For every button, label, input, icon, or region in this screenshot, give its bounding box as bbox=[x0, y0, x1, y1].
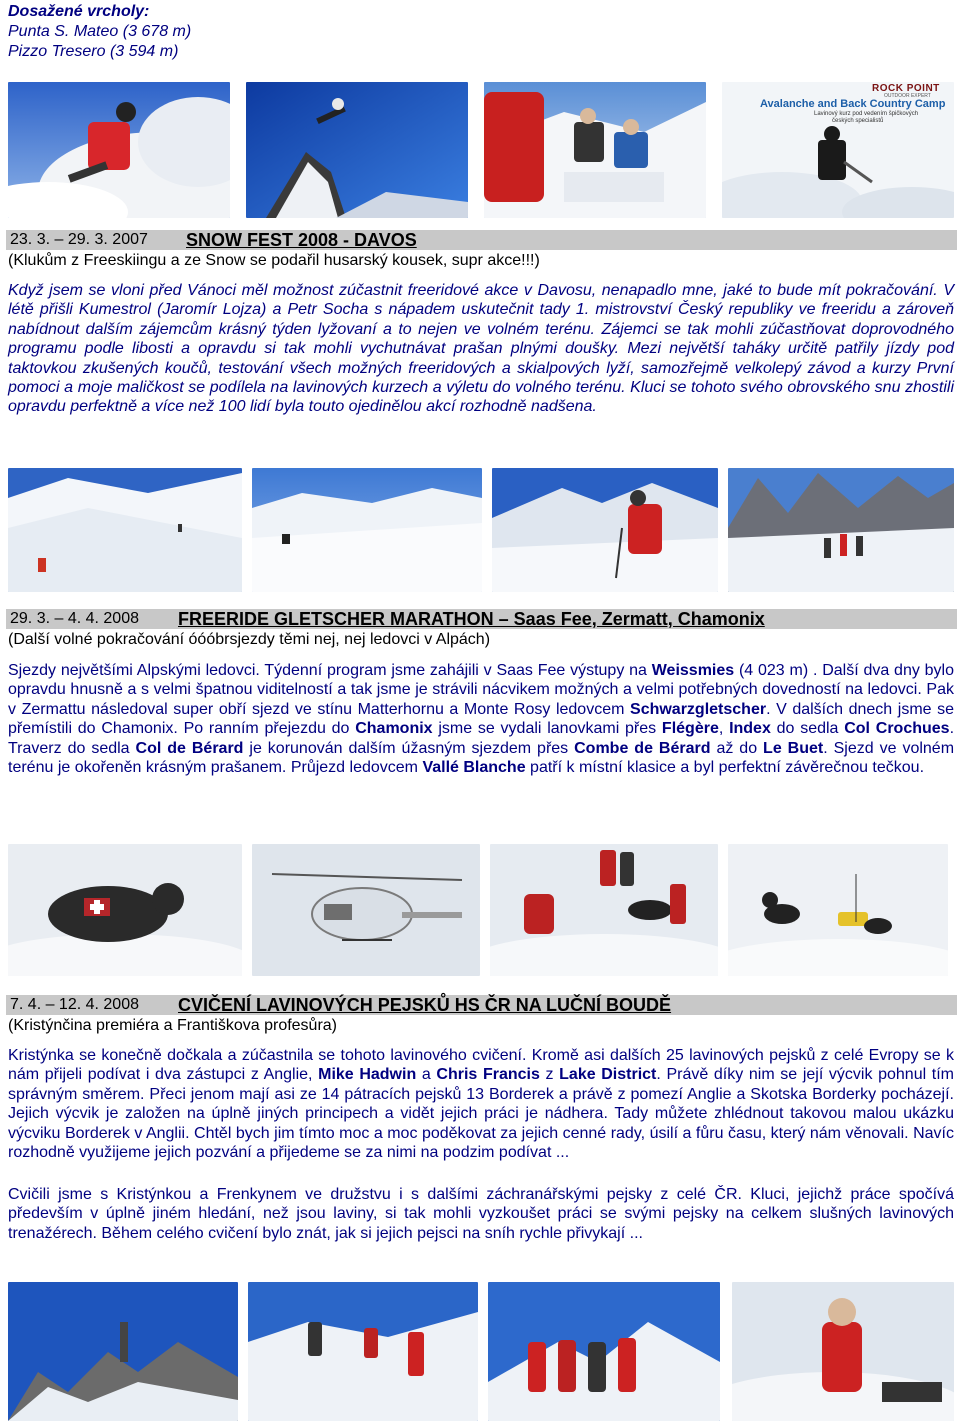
peak-item: Punta S. Mateo (3 678 m) bbox=[8, 23, 192, 40]
logo-brand-sub: OUTDOOR EXPERT bbox=[884, 93, 931, 99]
text-run: a bbox=[416, 1066, 437, 1084]
rockpoint-logo bbox=[760, 85, 955, 125]
bold-term: Mike Hadwin bbox=[318, 1066, 417, 1084]
bold-term: Lake District bbox=[559, 1066, 657, 1084]
bold-term: Flégère bbox=[661, 720, 719, 738]
text-run: . Traverz do sedla bbox=[8, 720, 955, 757]
section-subtitle: (Kristýnčina premiéra a Františkova profesůra) bbox=[8, 1017, 338, 1034]
bold-term: Combe de Bérard bbox=[574, 739, 711, 757]
section-title: CVIČENÍ LAVINOVÝCH PEJSKŮ HS ČR NA LUČNÍ BOUDĚ bbox=[178, 995, 672, 1015]
photo-freeskier-powder bbox=[8, 82, 230, 218]
page-heading: Dosažené vrcholy: bbox=[8, 3, 150, 20]
text-run: je korunován dalším úžasným sjezdem přes bbox=[243, 739, 575, 757]
text-run: jsme se vydali lanovkami přes bbox=[432, 720, 662, 738]
bold-term: Schwarzgletscher bbox=[630, 700, 767, 718]
text-run: patří k místní klasice a byl perfektní závěrečnou tečkou. bbox=[525, 759, 925, 777]
section-body bbox=[8, 661, 954, 777]
photo-group-on-glacier bbox=[728, 468, 954, 592]
section-subtitle: (Klukům z Freeskiingu a ze Snow se podařil husarský kousek, supr akce!!!) bbox=[8, 252, 540, 269]
bold-term: Chris Francis bbox=[436, 1066, 540, 1084]
bold-term: Col de Bérard bbox=[135, 739, 244, 757]
logo-course-line: Lavinový kurz pod vedením špičkových bbox=[814, 111, 919, 117]
text-run: z bbox=[539, 1066, 560, 1084]
photo-skier-snowfield bbox=[252, 468, 482, 592]
bold-term: Vallé Blanche bbox=[422, 759, 526, 777]
bold-term: Chamonix bbox=[355, 720, 433, 738]
photo-aiguille-du-midi bbox=[8, 1282, 238, 1421]
section-header-bar bbox=[6, 995, 957, 1015]
photo-rescue-dog bbox=[8, 844, 242, 976]
photo-dogs-on-snow bbox=[728, 844, 948, 976]
section-body-second: Cvičili jsme s Kristýnkou a Frenkynem ve družstvu i s dalšími záchranářskými pejsky z celé ČR. Kluci, jejichž práce spočívá především v úplně jiném hledání, než jsou laviny, si tak mohli vyzkoušet práci se svými pejsky na celkem slušných lavinových trenažérech. Během celého cvičení bylo znát, jak si jejich pejsci na sníh rychle přivykají ... bbox=[8, 1186, 954, 1242]
photo-skier-portrait bbox=[732, 1282, 954, 1421]
text-run: (4 023 m) . Další dva dny bylo opravdu hnusně a s velmi špatnou viditelností a tak jsme je strávili nácvikem možných a velmi potřebných dovedností na ledovci. Pak v Zermattu následoval super obří sjezd ve stínu Matterhornu a Monte Rosy ledovcem bbox=[8, 662, 954, 718]
section-header-bar bbox=[6, 230, 957, 250]
section-date: 23. 3. – 29. 3. 2007 bbox=[10, 231, 148, 248]
bold-term: Index bbox=[729, 720, 771, 738]
photo-ski-jump-sky bbox=[246, 82, 468, 218]
logo-camp-title: Avalanche and Back Country Camp bbox=[760, 98, 946, 110]
section-subtitle: (Další volné pokračování óóóbrsjezdy těmi nej, nej ledovci v Alpách) bbox=[8, 631, 491, 648]
text-run: Kristýnka se konečně dočkala a zúčastnila se tohoto lavinového cvičení. Kromě asi dalších 25 lavinových pejsků z celé Evropy se k nám přijeli podívat i dva zástupci z Anglie, bbox=[8, 1047, 954, 1084]
photo-handlers-with-dogs bbox=[490, 844, 718, 976]
bold-term: Weissmies bbox=[651, 662, 735, 679]
text-run: , bbox=[718, 720, 730, 738]
photo-skier-red-jacket bbox=[492, 468, 718, 592]
text-run: . Sjezd ve volném terénu je okořeněn krásným prašanem. Průjezd ledovcem bbox=[8, 739, 955, 777]
peaks-list bbox=[8, 22, 191, 62]
logo-course-line: českých specialistů bbox=[832, 118, 884, 124]
text-run: . V dalších dnech jsme se přemístili do Chamonix. Po ranním přejezdu do bbox=[8, 700, 955, 738]
text-run: Sjezdy největšími Alpskými ledovci. Týdenní program jsme zahájili v Saas Fee výstupy na bbox=[8, 662, 652, 679]
section-title: SNOW FEST 2008 - DAVOS bbox=[186, 230, 417, 250]
section-header-bar bbox=[6, 609, 957, 629]
bold-term: Col Crochues bbox=[844, 720, 950, 738]
text-run: . Právě díky nim se její výcvik pohnul tím správným směrem. Přeci jenom mají asi ze 14 pátracích pejsků 13 Borderek a právě z pomezí Anglie a Skotska Borderky pocházejí. Jejich výcvik je založen na úplně jiných principech a vidět jejich práci je nádhera. Tady můžete zhlédnout takovou malou ukázku výcviku Borderek v Anglii. Chtěl bych jim tímto moc a moc poděkovat za jejich cenné rady, úsilí a fůru času, který nám věnovali. Navíc rozhodně využijeme jejich pozvání a přijedeme se za nimi na podzim podívat ... bbox=[8, 1066, 954, 1162]
photo-helicopter bbox=[252, 844, 480, 976]
text-run: až do bbox=[710, 739, 764, 757]
photo-skiers-ascending bbox=[248, 1282, 478, 1421]
photo-avalanche-dig bbox=[484, 82, 706, 218]
section-body bbox=[8, 1046, 954, 1162]
section-date: 29. 3. – 4. 4. 2008 bbox=[10, 610, 139, 627]
section-date: 7. 4. – 12. 4. 2008 bbox=[10, 996, 139, 1013]
text-run: do sedla bbox=[770, 720, 845, 738]
peak-item: Pizzo Tresero (3 594 m) bbox=[8, 43, 179, 60]
section-title: FREERIDE GLETSCHER MARATHON – Saas Fee, Zermatt, Chamonix bbox=[178, 609, 765, 629]
photo-group-summit bbox=[488, 1282, 720, 1421]
photo-glacier-climbers bbox=[8, 468, 242, 592]
bold-term: Le Buet bbox=[763, 739, 824, 757]
logo-brand: ROCK POINT bbox=[872, 83, 940, 94]
section-body: Když jsem se vloni před Vánoci měl možnost zúčastnit freeridové akce v Davosu, nenapadlo mne, jaké to bude mít pokračování. V létě přišli Kumestrol (Jaromír Lojza) a Petr Socha s nápadem uskutečnit tady 1. mistrovství Český republiky ve freeridu a zároveň nabídnout dalším zájemcům krásný týden lyžovaní a to nejen ve volném terénu. Zájemci se tak mohli zúčastňovat doprovodného programu podle libosti a opravdu si tak mohli vychutnávat prašan plnými doušky. Mezi největší taháky určitě patřily jízdy pod taktovkou zkušených koučů, testování všech možných freeridových a skialpových lyží, samozřejmě velkolepý závod a kurzy První pomoci a moje maličkost se podílela na lavinových kurzech a výletu do volného terénu. Kluci se tohoto svého obrovského snu zhostili opravdu perfektně a více než 100 lidí byla touto ojedinělou akcí rozhodně nadšena. bbox=[8, 282, 954, 416]
